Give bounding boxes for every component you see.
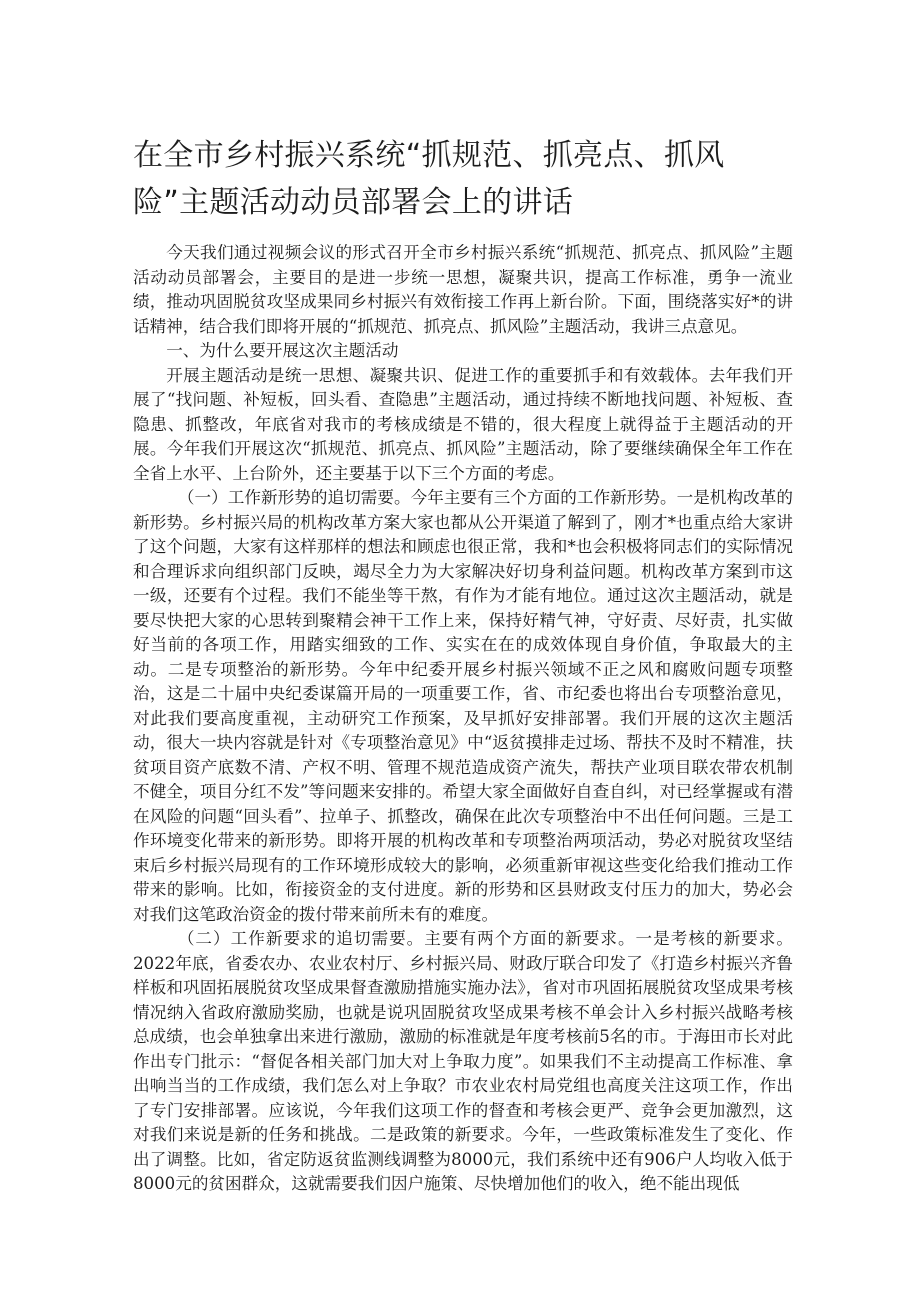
document-body	[133, 241, 793, 1197]
paragraph-subsection-1: （一）工作新形势的追切需要。今年主要有三个方面的工作新形势。一是机构改革的新形势。乡村振兴局的机构改革方案大家也都从公开渠道了解到了，刚才*也重点给大家讲了这个问题，大家有这样那样的想法和顾虑也很正常，我和*也会积极将同志们的实际情况和合理诉求向组织部门反映，竭尽全力为大家解决好切身利益问题。机构改革方案到市这一级，还要有个过程。我们不能坐等干熬，有作为才能有地位。通过这次主题活动，就是要尽快把大家的心思转到聚精会神干工作上来，保持好精气神，守好责、尽好责，扎实做好当前的各项工作，用踏实细致的工作、实实在在的成效体现自身价值，争取最大的主动。二是专项整治的新形势。今年中纪委开展乡村振兴领域不正之风和腐败问题专项整治，这是二十届中央纪委谋篇开局的一项重要工作，省、市纪委也将出台专项整治意见，对此我们要高度重视，主动研究工作预案，及早抓好安排部署。我们开展的这次主题活动，很大一块内容就是针对《专项整治意见》中“返贫摸排走过场、帮扶不及时不精准，扶贫项目资产底数不清、产权不明、管理不规范造成资产流失，帮扶产业项目联农带农机制不健全，项目分红不发”等问题来安排的。希望大家全面做好自查自纠，对已经掌握或有潜在风险的问题“回头看”、拉单子、抓整改，确保在此次专项整治中不出任何问题。三是工作环境变化带来的新形势。即将开展的机构改革和专项整治两项活动，势必对脱贫攻坚结束后乡村振兴局现有的工作环境形成较大的影响，必须重新审视这些变化给我们推动工作带来的影响。比如，衔接资金的支付进度。新的形势和区县财政支付压力的加大，势必会对我们这笔政治资金的拨付带来前所未有的难度。	[133, 488, 793, 924]
section-heading-1: 一、为什么要开展这次主题活动	[166, 341, 399, 360]
paragraph-subsection-2: （二）工作新要求的追切需要。主要有两个方面的新要求。一是考核的新要求。2022年底，省委农办、农业农村厅、乡村振兴局、财政厅联合印发了《打造乡村振兴齐鲁样板和巩固拓展脱贫攻坚成果督查激励措施实施办法》，省对市巩固拓展脱贫攻坚成果考核情况纳入省政府激励奖励，也就是说巩固脱贫攻坚成果考核不单会计入乡村振兴战略考核总成绩，也会单独拿出来进行激励，激励的标准就是年度考核前5名的市。于海田市长对此作出专门批示：“督促各相关部门加大对上争取力度”。如果我们不主动提高工作标准、拿出响当当的工作成绩，我们怎么对上争取？市农业农村局党组也高度关注这项工作，作出了专门安排部署。应该说，今年我们这项工作的督查和考核会更严、竞争会更加激烈，这对我们来说是新的任务和挑战。二是政策的新要求。今年，一些政策标准发生了变化、作出了调整。比如，省定防返贫监测线调整为8000元，我们系统中还有906户人均收入低于8000元的贫困群众，这就需要我们因户施策、尽快增加他们的收入，绝不能出现低	[133, 929, 793, 1193]
paragraph-activity-background: 开展主题活动是统一思想、凝聚共识、促进工作的重要抓手和有效载体。去年我们开展了“找问题、补短板，回头看、查隐患”主题活动，通过持续不断地找问题、补短板、查隐患、抓整改，年底省对我市的考核成绩是不错的，很大程度上就得益于主题活动的开展。今年我们开展这次“抓规范、抓亮点、抓风险”主题活动，除了要继续确保全年工作在全省上水平、上台阶外，还主要基于以下三个方面的考虑。	[133, 365, 793, 483]
paragraph-intro: 今天我们通过视频会议的形式召开全市乡村振兴系统“抓规范、抓亮点、抓风险”主题活动动员部署会，主要目的是进一步统一思想，凝聚共识，提高工作标准，勇争一流业绩，推动巩固脱贫攻坚成果同乡村振兴有效衔接工作再上新台阶。下面，围绕落实好*的讲话精神，结合我们即将开展的“抓规范、抓亮点、抓风险”主题活动，我讲三点意见。	[133, 243, 793, 336]
document-title: 在全市乡村振兴系统“抓规范、抓亮点、抓风险”主题活动动员部署会上的讲话	[133, 138, 725, 220]
